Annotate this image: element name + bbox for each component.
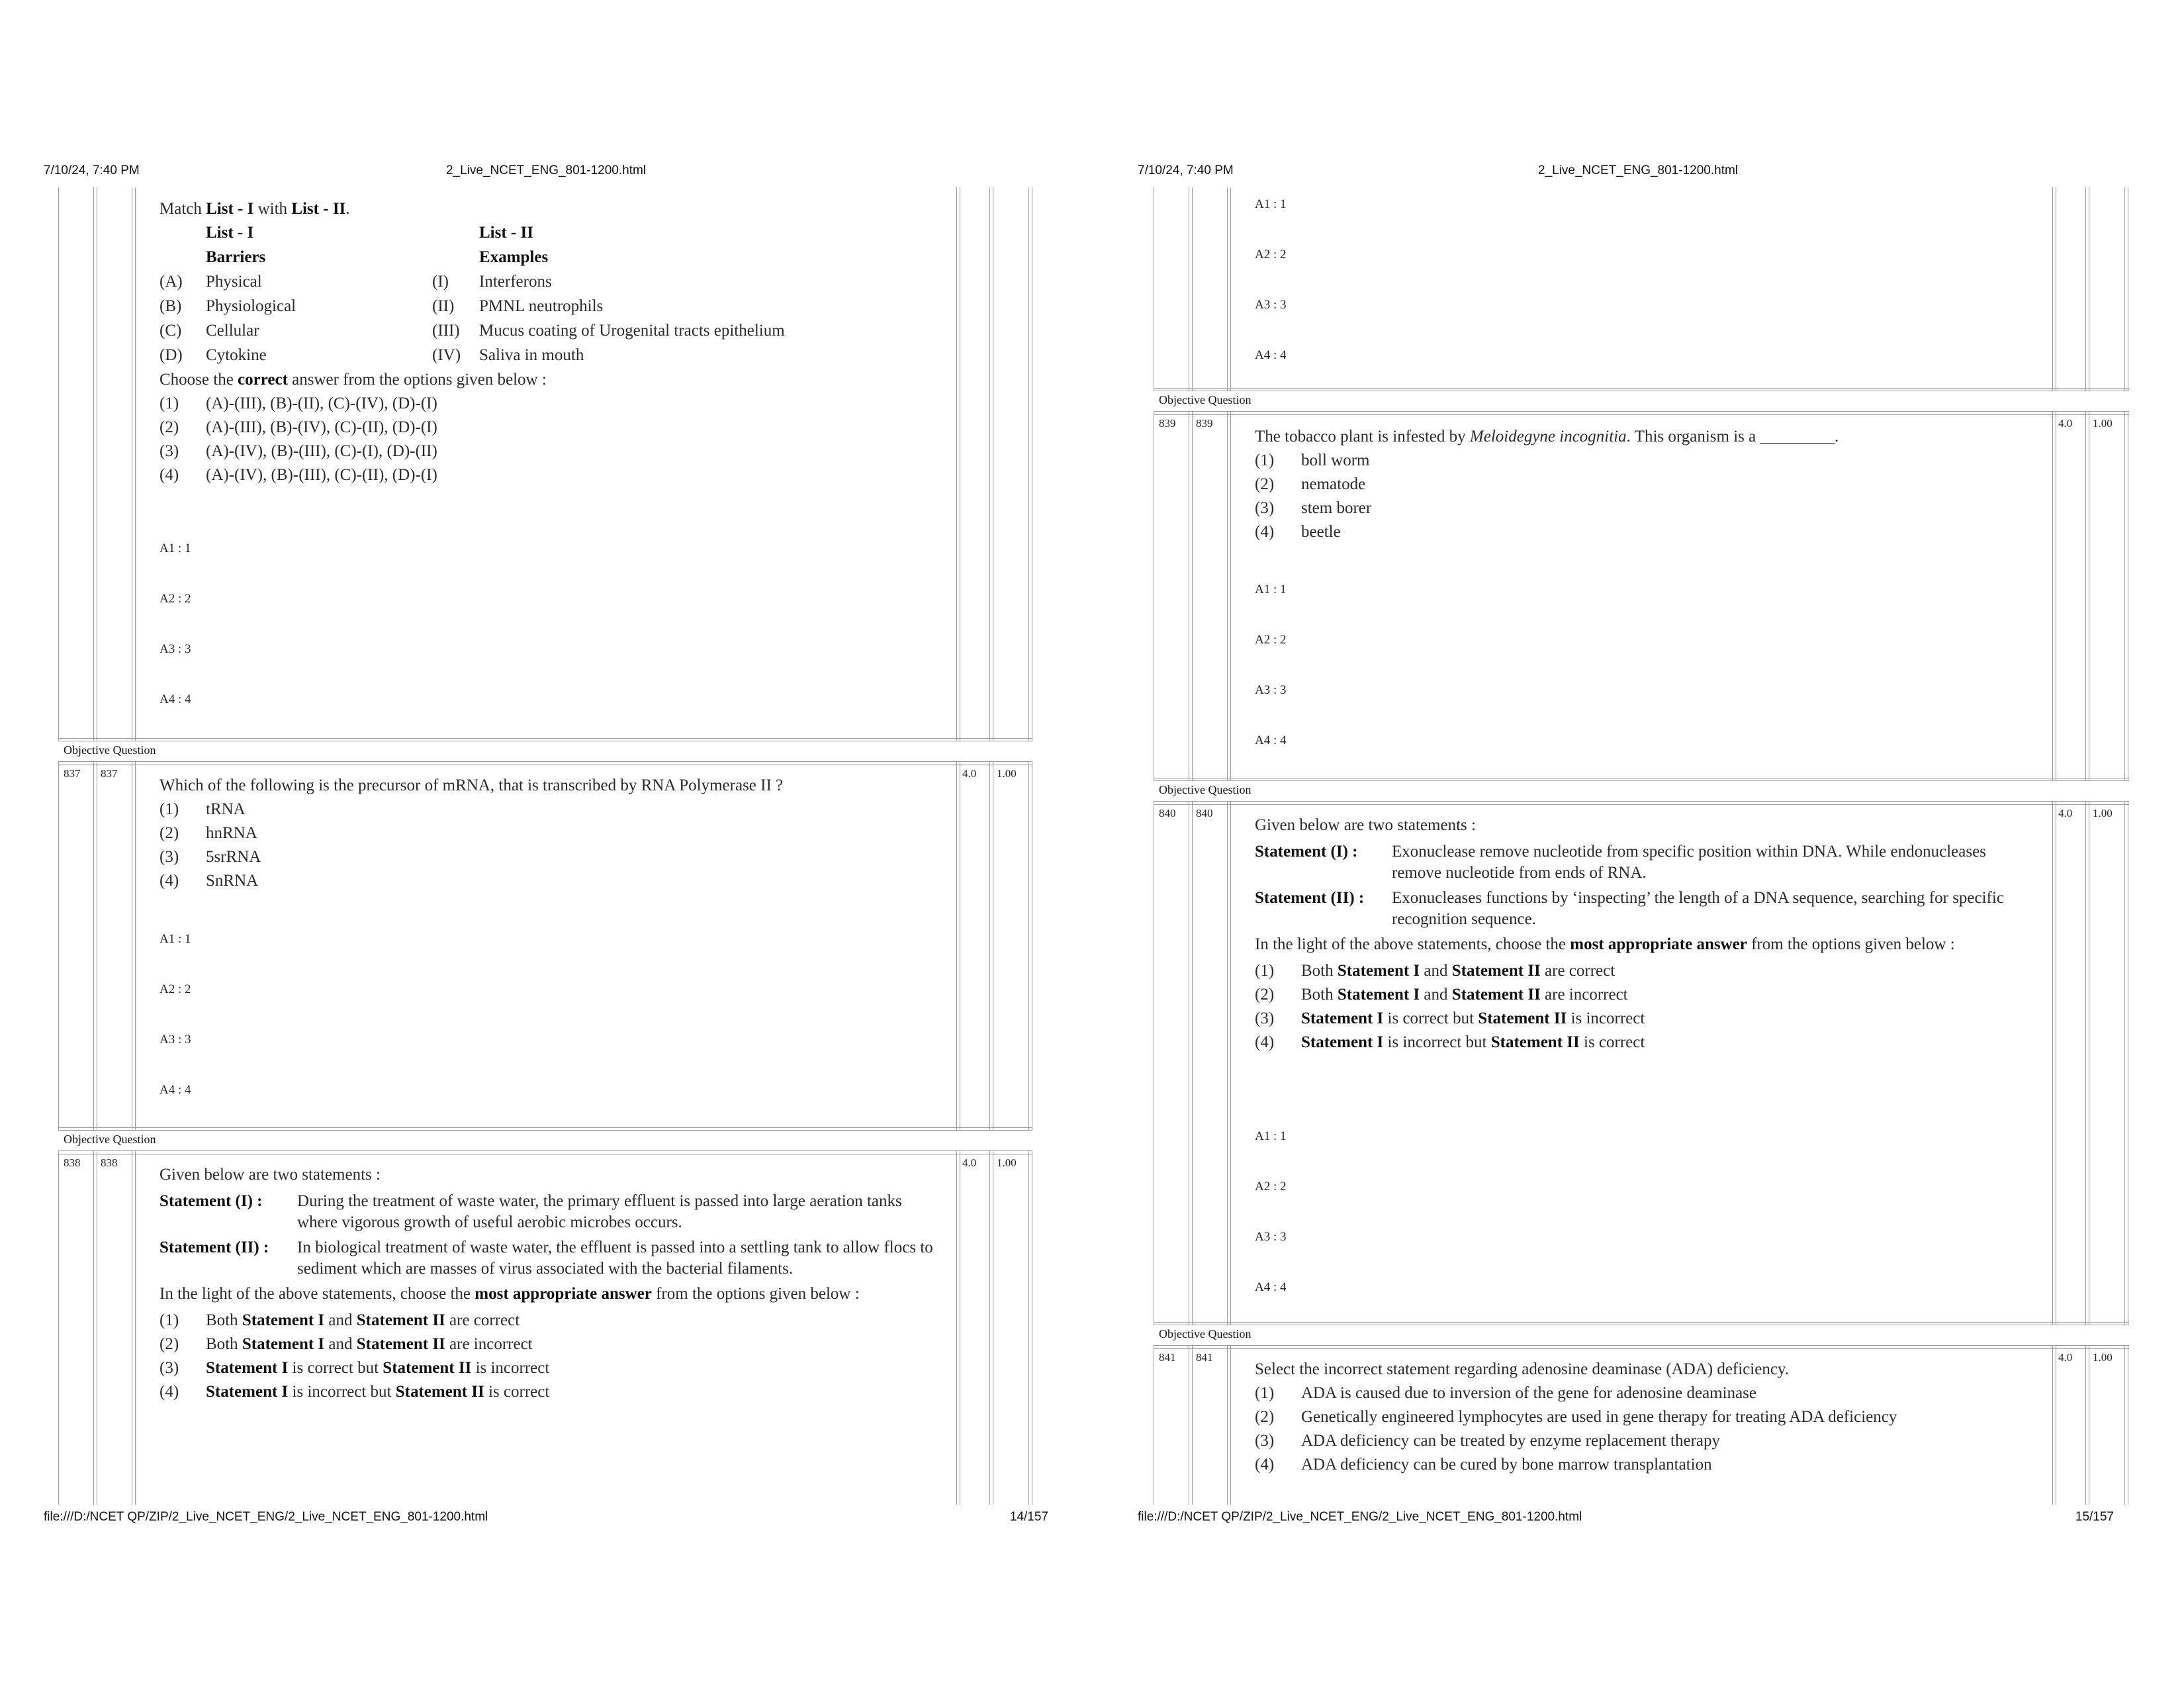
answer-key: A3 : 3	[159, 642, 191, 656]
answer-key: A4 : 4	[1255, 733, 1287, 747]
option-2[interactable]: (2) Both Statement I and Statement II are incorrect	[159, 1335, 533, 1353]
marks: 4.0	[2058, 417, 2073, 430]
answer-key: A1 : 1	[1255, 1129, 1287, 1143]
section-label: Objective Question	[1159, 393, 1251, 406]
list-row: (C) Cellular (III) Mucus coating of Urogenital tracts epithelium	[159, 322, 785, 340]
footer-page-number: 15/157	[2075, 1510, 2114, 1524]
section-label: Objective Question	[64, 1133, 156, 1146]
option-4[interactable]: (4) SnRNA	[159, 872, 259, 890]
option-3[interactable]: (3) Statement I is correct but Statement II is incorrect	[1255, 1009, 1645, 1027]
answer-keys-838	[1255, 193, 1287, 369]
header-doc-title: 2_Live_NCET_ENG_801-1200.html	[445, 164, 647, 177]
answer-key: A4 : 4	[1255, 1280, 1287, 1294]
header-datetime: 7/10/24, 7:40 PM	[1138, 164, 1234, 177]
question-840-body	[1255, 814, 2036, 1055]
question-836-body	[159, 197, 785, 487]
answer-key: A4 : 4	[159, 1083, 191, 1097]
option-1[interactable]: (1) boll worm	[1255, 451, 1370, 469]
answer-key: A1 : 1	[1255, 583, 1287, 596]
question-837-body	[159, 774, 783, 893]
answer-key: A1 : 1	[1255, 197, 1287, 211]
header-doc-title: 2_Live_NCET_ENG_801-1200.html	[1537, 164, 1739, 177]
marks: 4.0	[962, 767, 977, 780]
option-2[interactable]: (2) Both Statement I and Statement II are incorrect	[1255, 986, 1628, 1004]
question-838-body	[159, 1163, 940, 1404]
choose-instruction: Choose the correct answer from the options given below :	[159, 371, 547, 389]
question-id: 838	[101, 1156, 118, 1169]
option-4[interactable]: (4) beetle	[1255, 523, 1341, 541]
right-page	[1092, 0, 2184, 1688]
question-text: Which of the following is the precursor of mRNA, that is transcribed by RNA Polymerase II ?	[159, 776, 784, 794]
negative-marks: 1.00	[997, 767, 1017, 780]
answer-key: A4 : 4	[159, 692, 191, 706]
statement-2: Statement (II) : Exonucleases functions by ‘inspecting’ the length of a DNA sequence, searching for specific recognition sequence.	[1255, 889, 2004, 928]
answer-key: A4 : 4	[1255, 348, 1287, 362]
negative-marks: 1.00	[2093, 417, 2113, 430]
question-839-body	[1255, 425, 1839, 544]
negative-marks: 1.00	[2093, 1351, 2113, 1364]
option-3[interactable]: (3) stem borer	[1255, 499, 1372, 517]
answer-keys-840	[1255, 1125, 1287, 1301]
question-intro: Given below are two statements :	[159, 1166, 381, 1184]
instruction: In the light of the above statements, choose the most appropriate answer from the options given below :	[1255, 935, 1955, 953]
question-id: 840	[1196, 807, 1213, 820]
option-2[interactable]: (2) hnRNA	[159, 824, 257, 842]
question-text: The tobacco plant is infested by Meloidegyne incognitia. This organism is a _________.	[1255, 428, 1839, 445]
answer-key: A3 : 3	[1255, 683, 1287, 697]
negative-marks: 1.00	[2093, 807, 2113, 820]
question-text: Select the incorrect statement regarding adenosine deaminase (ADA) deficiency.	[1255, 1360, 1790, 1378]
question-number: 841	[1159, 1351, 1176, 1364]
statement-1: Statement (I) : During the treatment of waste water, the primary effluent is passed into large aeration tanks where vigorous growth of useful aerobic microbes occurs.	[159, 1192, 902, 1231]
list-headers: List - I List - II	[206, 224, 533, 242]
option-2[interactable]: (2) Genetically engineered lymphocytes are used in gene therapy for treating ADA deficiency	[1255, 1408, 1897, 1426]
list-row: (A) Physical (I) Interferons	[159, 273, 552, 291]
answer-key: A2 : 2	[159, 982, 191, 996]
question-number: 837	[64, 767, 81, 780]
option-3[interactable]: (3) Statement I is correct but Statement II is incorrect	[159, 1359, 550, 1377]
option-3[interactable]: (3) ADA deficiency can be treated by enzyme replacement therapy	[1255, 1432, 1721, 1450]
question-id: 837	[101, 767, 118, 780]
answer-key: A1 : 1	[159, 541, 191, 555]
option-1[interactable]: (1) Both Statement I and Statement II are correct	[159, 1311, 520, 1329]
marks: 4.0	[962, 1156, 977, 1169]
footer-file-path: file:///D:/NCET QP/ZIP/2_Live_NCET_ENG/2_Live_NCET_ENG_801-1200.html	[44, 1510, 488, 1524]
question-table-left	[58, 187, 1032, 1505]
list-row: (B) Physiological (II) PMNL neutrophils	[159, 297, 604, 315]
section-label: Objective Question	[1159, 1327, 1251, 1340]
answer-key: A2 : 2	[1255, 633, 1287, 647]
question-table-right	[1154, 187, 2129, 1505]
question-841-body	[1255, 1358, 1897, 1477]
list-row: (D) Cytokine (IV) Saliva in mouth	[159, 346, 584, 364]
option-3[interactable]: (3) 5srRNA	[159, 848, 261, 866]
answer-keys-836	[159, 537, 191, 713]
option-4[interactable]: (4) Statement I is incorrect but Statement II is correct	[1255, 1033, 1645, 1051]
marks: 4.0	[2058, 807, 2073, 820]
option-4[interactable]: (4) ADA deficiency can be cured by bone marrow transplantation	[1255, 1456, 1712, 1474]
answer-keys-839	[1255, 578, 1287, 754]
question-id: 841	[1196, 1351, 1213, 1364]
question-intro: Given below are two statements :	[1255, 816, 1476, 834]
footer-file-path: file:///D:/NCET QP/ZIP/2_Live_NCET_ENG/2_Live_NCET_ENG_801-1200.html	[1138, 1510, 1582, 1524]
answer-key: A2 : 2	[1255, 248, 1287, 261]
question-number: 840	[1159, 807, 1176, 820]
option-3[interactable]: (3) (A)-(IV), (B)-(III), (C)-(I), (D)-(II)	[159, 442, 437, 460]
section-label: Objective Question	[64, 743, 156, 757]
instruction: In the light of the above statements, choose the most appropriate answer from the options given below :	[159, 1285, 860, 1303]
question-number: 839	[1159, 417, 1176, 430]
match-instruction: Match List - I with List - II.	[159, 200, 350, 218]
list-subheaders: Barriers Examples	[206, 248, 549, 266]
option-1[interactable]: (1) Both Statement I and Statement II are correct	[1255, 962, 1615, 980]
answer-key: A3 : 3	[1255, 1230, 1287, 1244]
negative-marks: 1.00	[997, 1156, 1017, 1169]
header-datetime: 7/10/24, 7:40 PM	[44, 164, 140, 177]
answer-key: A3 : 3	[159, 1033, 191, 1047]
question-id: 839	[1196, 417, 1213, 430]
option-4[interactable]: (4) Statement I is incorrect but Statement II is correct	[159, 1383, 550, 1401]
answer-key: A1 : 1	[159, 932, 191, 946]
statement-1: Statement (I) : Exonuclease remove nucleotide from specific position within DNA. While endonucleases remove nucleotide from ends of RNA.	[1255, 843, 1986, 882]
option-4[interactable]: (4) (A)-(IV), (B)-(III), (C)-(II), (D)-(I)	[159, 466, 437, 484]
answer-keys-837	[159, 927, 191, 1103]
statement-2: Statement (II) : In biological treatment of waste water, the effluent is passed into a settling tank to allow flocs to sediment which are masses of virus associated with the bacterial filaments.	[159, 1239, 933, 1278]
answer-key: A2 : 2	[159, 592, 191, 606]
section-label: Objective Question	[1159, 783, 1251, 796]
marks: 4.0	[2058, 1351, 2073, 1364]
footer-page-number: 14/157	[1009, 1510, 1048, 1524]
answer-key: A3 : 3	[1255, 298, 1287, 312]
answer-key: A2 : 2	[1255, 1180, 1287, 1194]
option-1[interactable]: (1) ADA is caused due to inversion of the gene for adenosine deaminase	[1255, 1384, 1756, 1402]
option-1[interactable]: (1) tRNA	[159, 800, 246, 818]
question-number: 838	[64, 1156, 81, 1169]
option-2[interactable]: (2) (A)-(III), (B)-(IV), (C)-(II), (D)-(I)	[159, 418, 437, 436]
option-1[interactable]: (1) (A)-(III), (B)-(II), (C)-(IV), (D)-(I)	[159, 395, 437, 412]
option-2[interactable]: (2) nematode	[1255, 475, 1366, 493]
